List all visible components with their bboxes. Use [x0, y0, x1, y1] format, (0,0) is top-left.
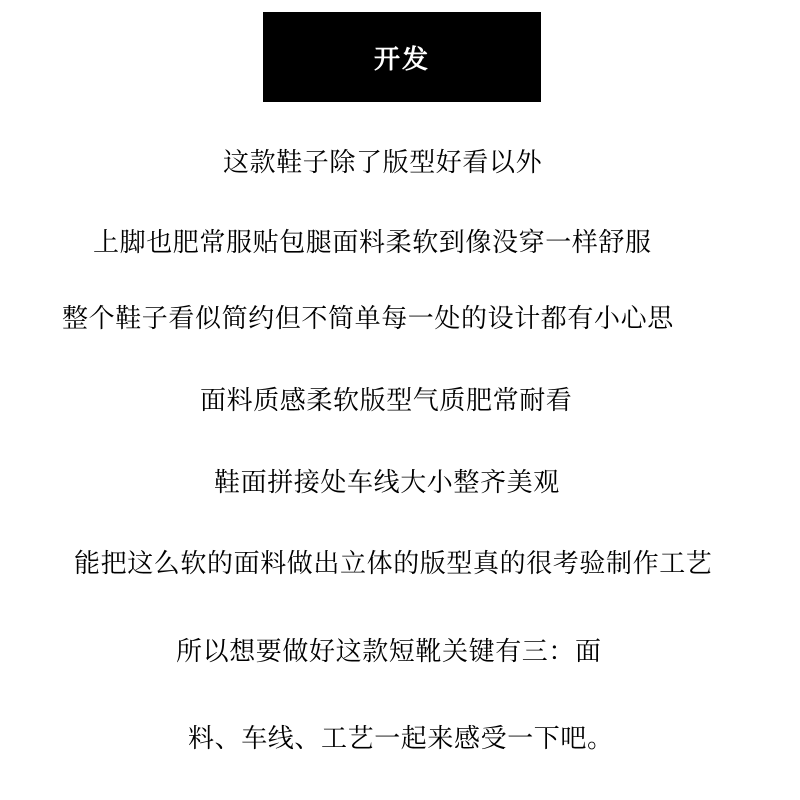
text-line-8: 料、车线、工艺一起来感受一下吧。	[188, 724, 614, 754]
section-header	[263, 12, 541, 102]
section-title: 开发	[373, 44, 430, 75]
text-line-3: 整个鞋子看似简约但不简单每一处的设计都有小心思	[62, 304, 674, 334]
text-line-4: 面料质感柔软版型气质肥常耐看	[200, 386, 573, 416]
text-line-6: 能把这么软的面料做出立体的版型真的很考验制作工艺	[74, 549, 713, 579]
text-line-2: 上脚也肥常服贴包腿面料柔软到像没穿一样舒服	[93, 228, 652, 258]
text-line-5: 鞋面拼接处车线大小整齐美观	[214, 468, 560, 498]
text-line-1: 这款鞋子除了版型好看以外	[223, 148, 543, 178]
text-line-7: 所以想要做好这款短靴关键有三：面	[176, 637, 602, 667]
